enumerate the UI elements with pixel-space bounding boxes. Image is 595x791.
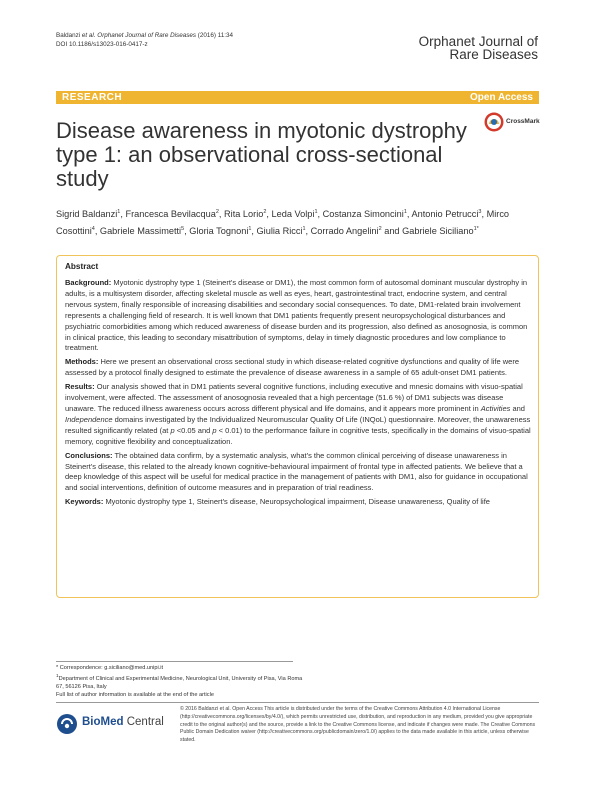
author-name: Francesca Bevilacqua bbox=[125, 209, 216, 220]
author-name: Giulia Ricci bbox=[256, 225, 303, 236]
journal-name-line1: Orphanet Journal of bbox=[418, 34, 538, 49]
footnotes-divider bbox=[56, 661, 293, 662]
author-affiliation-sup: 1 bbox=[302, 225, 306, 232]
author-name: Sigrid Baldanzi bbox=[56, 209, 118, 220]
affiliation-sup: 1 bbox=[56, 673, 59, 678]
results-italic-1: Activities bbox=[480, 403, 511, 413]
results-p-2: p bbox=[212, 425, 217, 435]
correspondence: * Correspondence: g.siciliano@med.unipi.it bbox=[56, 665, 164, 671]
abstract-body bbox=[65, 278, 533, 511]
author-list: Sigrid Baldanzi$^1$, Francesca Bevilacqua$^2$, Rita Lorio$^2$, Leda Volpi$^1$, Costanza Simoncini$^1$, Antonio Petrucci$^3$, Mirco Cosottini$^4$, Gabriele Massimetti$^5$, Gloria Tognoni$^1$, Giulia Ricci$^1$, Corrado Angelini$^2$ and Gabriele Siciliano$^{1*}$ bbox=[56, 209, 510, 236]
abstract-methods bbox=[65, 357, 533, 379]
journal-name-line2: Rare Diseases bbox=[449, 47, 538, 62]
author-affiliation-sup: 2 bbox=[378, 225, 382, 232]
methods-text: Here we present an observational cross sectional study in which disease-related cognitive dysfunctions and quality of life were assessed by a protocol finally designed to estimate the prevalence of disease awareness in a sample of 65 adult-onset DM1 patients. bbox=[65, 357, 519, 378]
author-affiliation-sup: 1 bbox=[403, 209, 407, 215]
crossmark-badge[interactable] bbox=[484, 112, 544, 132]
author-name: Costanza Simoncini bbox=[322, 209, 404, 220]
author-name: Antonio Petrucci bbox=[411, 209, 479, 220]
author-name: Gloria Tognoni bbox=[189, 225, 249, 236]
journal-brand bbox=[419, 35, 538, 61]
author-affiliation-sup: 1 bbox=[117, 209, 121, 215]
background-text: Myotonic dystrophy type 1 (Steinert's disease or DM1), the most common form of autosomal dominant muscular dystrophy in adults, is a multisystem disorder, affecting skeletal muscle as well as eyes, heart, gastrointestinal tract, endocrine system, and central nervous system, finally responsible of increasing disabilities and secondary social consequences. To date, DM1-related brain involvement represents a challenging field of research. It is well known that DM1 patients frequently present neuropsychological disturbances and psychiatric comorbidities among which reduced awareness of disease burden and its progression, also defined as anosognosia, is common in clinical practice, this leading to secondary misattribution of symptoms, delay in timely diagnostic procedures and low compliance to treatment. bbox=[65, 278, 528, 353]
results-italic-2: Independence bbox=[65, 414, 113, 424]
affiliation-text: Department of Clinical and Experimental Medicine, Neurological Unit, University of Pisa, Via Roma 67, 56126 Pisa, Italy bbox=[56, 675, 303, 690]
abstract-conclusions bbox=[65, 451, 533, 495]
abstract-background bbox=[65, 278, 533, 354]
citation-authors: Baldanzi bbox=[56, 32, 81, 39]
article-title: Disease awareness in myotonic dystrophy type 1: an observational cross-sectional study bbox=[56, 118, 467, 191]
biomed-central-icon bbox=[56, 713, 78, 735]
author-name: Leda Volpi bbox=[271, 209, 315, 220]
author-affiliation-sup: 2 bbox=[215, 209, 219, 215]
keywords-label: Keywords: bbox=[65, 497, 104, 507]
author-name: Mirco Cosottini bbox=[56, 209, 510, 236]
results-text-2: and bbox=[510, 403, 525, 413]
section-label: RESEARCH bbox=[62, 92, 123, 103]
author-affiliation-sup: 1 bbox=[314, 209, 318, 215]
keywords-text: Myotonic dystrophy type 1, Steinert's disease, Neuropsychological impairment, Disease unawareness, Quality of life bbox=[105, 497, 490, 507]
abstract-results bbox=[65, 382, 533, 447]
abstract-heading: Abstract bbox=[65, 262, 99, 271]
footnotes bbox=[56, 664, 306, 699]
affiliation bbox=[56, 672, 306, 691]
author-affiliation-sup: 4 bbox=[91, 225, 95, 232]
author-affiliation-sup: 5 bbox=[181, 225, 185, 232]
conclusions-label: Conclusions: bbox=[65, 450, 113, 460]
results-text-3: domains investigated by the Individualized Neuromuscular Quality Of Life (INQoL) questionnaire. Moreover, the unawareness resulted significantly related (at bbox=[65, 414, 531, 435]
full-author-info-note: Full list of author information is available at the end of the article bbox=[56, 691, 214, 698]
open-access-label: Open Access bbox=[470, 92, 533, 103]
abstract-keywords bbox=[65, 497, 533, 508]
author-affiliation-sup: 1 bbox=[248, 225, 252, 232]
results-label: Results: bbox=[65, 382, 95, 392]
results-text-1: Our analysis showed that in DM1 patients several cognitive functions, including executive and mnesic domains with visuo-spatial involvement, were affected. The assessment of anosognosia revealed that a high percentage (51.6 %) of DM1 subjects was disease unaware. The reduced illness awareness occurs across different physical and life domains, and it appears more prominent in bbox=[65, 382, 523, 413]
citation-header bbox=[56, 31, 233, 49]
citation-year: (2016) 11:34 bbox=[196, 32, 234, 39]
crossmark-label: CrossMark bbox=[506, 118, 540, 125]
author-affiliation-sup: 3 bbox=[478, 209, 482, 215]
author-name: Gabriele Massimetti bbox=[99, 225, 182, 236]
publisher-name bbox=[82, 716, 164, 728]
license-text: © 2016 Baldanzi et al. Open Access This article is distributed under the terms of the Creative Commons Attribution 4.0 International License (http://creativecommons.org/licenses/by/4.0/), which permits unrestricted use, distribution, and reproduction in any medium, provided you give appropriate credit to the original author(s) and the source, provide a link to the Creative Commons license, and indicate if changes were made. The Creative Commons Public Domain Dedication waiver (http://creativecommons.org/publicdomain/zero/1.0/) applies to the data made available in this article, unless otherwise stated. bbox=[180, 706, 536, 744]
conclusions-text: The obtained data confirm, by a systematic analysis, what's the common clinical perceiving of disease unawareness in Steinert's disease, this related to the already known cognitive-behavioural impairment of frontal type in affected patients. We believe that a deep knowledge of this aspect will be useful for medical practice in the management of patients with DM1, also for guidance in occupational and social interventions, definition of outcome measures and in preparation of trial readiness. bbox=[65, 450, 528, 493]
crossmark-icon bbox=[484, 112, 504, 132]
abstract-box bbox=[56, 255, 539, 598]
footer-divider bbox=[56, 702, 539, 703]
author-name: Rita Lorio bbox=[224, 209, 264, 220]
citation-journal: et al. Orphanet Journal of Rare Diseases bbox=[80, 32, 197, 39]
methods-label: Methods: bbox=[65, 357, 99, 367]
author-name: Gabriele Siciliano bbox=[402, 225, 474, 236]
results-text-5: < 0.01) to the performance failure in cognitive tests, specifically in the domains of visuo-spatial memory, cognitive flexibility and conceptualization. bbox=[65, 425, 531, 446]
results-p-1: p bbox=[170, 425, 175, 435]
author-name: Corrado Angelini bbox=[310, 225, 379, 236]
biomed-central-logo bbox=[56, 712, 176, 736]
publisher-bold: BioMed bbox=[82, 716, 124, 728]
author-affiliation-sup: 2 bbox=[263, 209, 267, 215]
doi: DOI 10.1186/s13023-016-0417-z bbox=[56, 41, 148, 48]
article-type-banner bbox=[56, 91, 539, 104]
publisher-light: Central bbox=[123, 716, 164, 728]
background-label: Background: bbox=[65, 278, 112, 287]
author-affiliation-sup: 1* bbox=[473, 225, 479, 232]
results-text-4: <0.05 and bbox=[174, 425, 213, 435]
